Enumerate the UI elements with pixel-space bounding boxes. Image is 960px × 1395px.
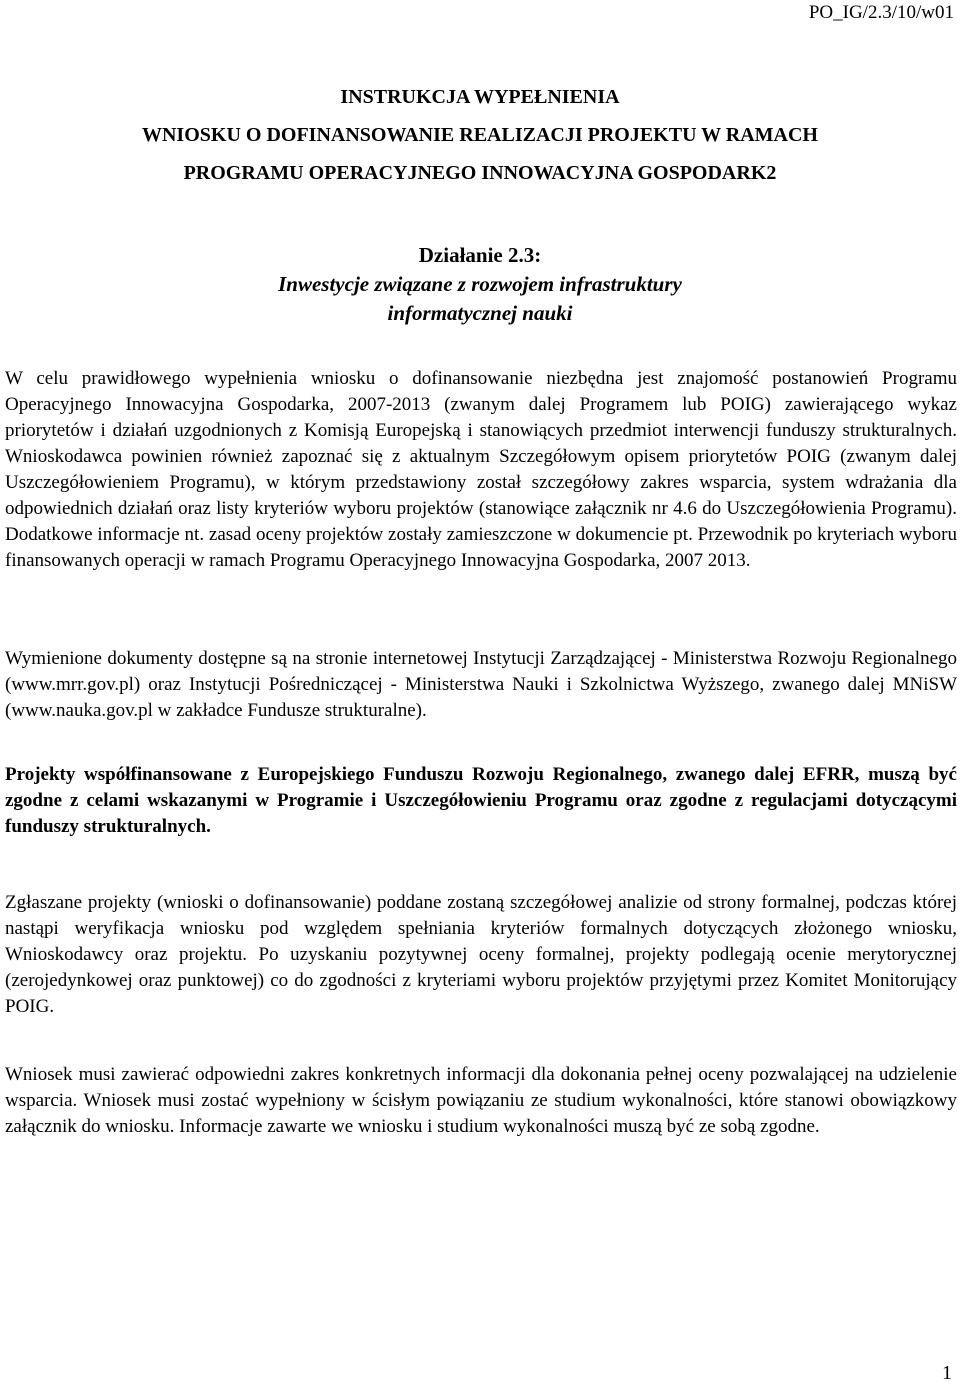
paragraph-intro: W celu prawidłowego wypełnienia wniosku o dofinansowanie niezbędna jest znajomość postanowień Programu Operacyjnego Innowacyjna Gospodarka, 2007-2013 (zwanym dalej Programem lub POIG) zawierającego wykaz priorytetów i działań uzgodnionych z Komisją Europejską i stanowiących przedmiot interwencji funduszy strukturalnych. Wnioskodawca powinien również zapoznać się z aktualnym Szczegółowym opisem priorytetów POIG (zwanym dalej Uszczegółowieniem Programu), w którym przedstawiony został szczegółowy zakres wsparcia, system wdrażania dla odpowiednich działań oraz listy kryteriów wyboru projektów (stanowiące załącznik nr 4.6 do Uszczegółowienia Programu). Dodatkowe informacje nt. zasad oceny projektów zostały zamieszczone w dokumencie pt. Przewodnik po kryteriach wyboru finansowanych operacji w ramach Programu Operacyjnego Innowacyjna Gospodarka, 2007 2013.	[5, 368, 957, 571]
title-line-3: PROGRAMU OPERACYJNEGO INNOWACYJNA GOSPODARK2	[183, 162, 777, 184]
paragraph-application: Wniosek musi zawierać odpowiedni zakres konkretnych informacji dla dokonania pełnej oceny pozwalającej na udzielenie wsparcia. Wniosek musi zostać wypełniony w ścisłym powiązaniu ze studium wykonalności, które stanowi obowiązkowy załącznik do wniosku. Informacje zawarte we wniosku i studium wykonalności muszą być ze sobą zgodne.	[5, 1064, 957, 1137]
action-heading	[0, 241, 960, 328]
document-title	[0, 84, 960, 198]
action-name-line-1: Inwestycje związane z rozwojem infrastruktury	[278, 272, 682, 296]
action-label: Działanie 2.3:	[418, 243, 542, 267]
page-number: 1	[942, 1362, 952, 1384]
title-line-2: WNIOSKU O DOFINANSOWANIE REALIZACJI PROJEKTU W RAMACH	[141, 124, 818, 146]
action-name-line-2: informatycznej nauki	[387, 301, 573, 325]
document-code: PO_IG/2.3/10/w01	[808, 2, 954, 23]
paragraph-efrr: Projekty współfinansowane z Europejskiego Funduszu Rozwoju Regionalnego, zwanego dalej EFRR, muszą być zgodne z celami wskazanymi w Programie i Uszczegółowieniu Programu oraz zgodne z regulacjami dotyczącymi funduszy strukturalnych.	[5, 764, 957, 837]
paragraph-documents: Wymienione dokumenty dostępne są na stronie internetowej Instytucji Zarządzającej - Ministerstwa Rozwoju Regionalnego (www.mrr.gov.pl) oraz Instytucji Pośredniczącej - Ministerstwa Nauki i Szkolnictwa Wyższego, zwanego dalej MNiSW (www.nauka.gov.pl w zakładce Fundusze strukturalne).	[5, 648, 957, 721]
title-line-1: INSTRUKCJA WYPEŁNIENIA	[340, 86, 620, 108]
paragraph-evaluation: Zgłaszane projekty (wnioski o dofinansowanie) poddane zostaną szczegółowej analizie od strony formalnej, podczas której nastąpi weryfikacja wniosku pod względem spełniania kryteriów formalnych dotyczących złożonego wniosku, Wnioskodawcy oraz projektu. Po uzyskaniu pozytywnej oceny formalnej, projekty podlegają ocenie merytorycznej (zerojedynkowej oraz punktowej) co do zgodności z kryteriami wyboru projektów przyjętymi przez Komitet Monitorujący POIG.	[5, 892, 957, 1017]
